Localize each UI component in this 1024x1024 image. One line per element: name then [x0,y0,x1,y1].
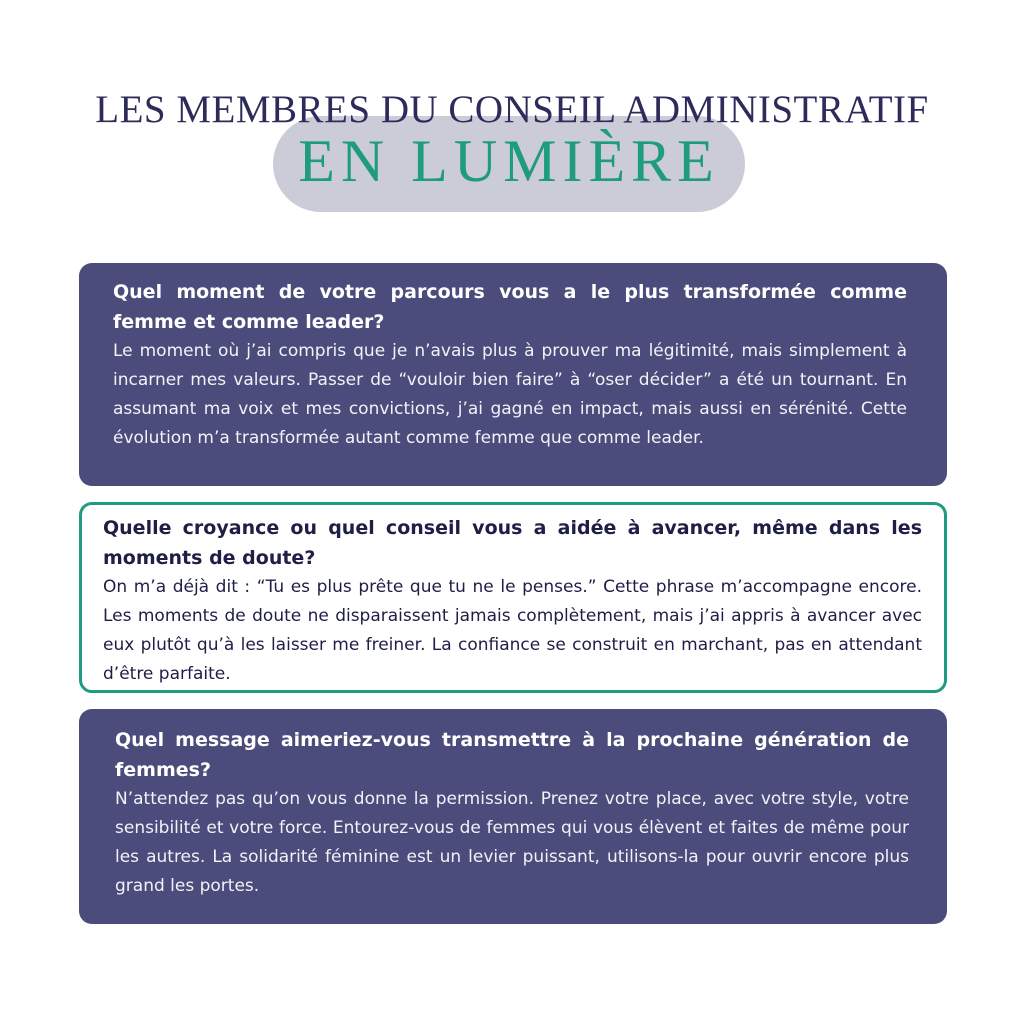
qa-card-3 [79,709,947,924]
qa-answer-3: N’attendez pas qu’on vous donne la permission. Prenez votre place, avec votre style, votre sensibilité et votre force. Entourez-vous de femmes qui vous élèvent et faites de même pour les autres. La solidarité féminine est un levier puissant, utilisons-la pour ouvrir encore plus grand les portes. [115,789,909,896]
page-title: LES MEMBRES DU CONSEIL ADMINISTRATIF [95,88,929,131]
qa-answer-2: On m’a déjà dit : “Tu es plus prête que tu ne le penses.” Cette phrase m’accompagne encore. Les moments de doute ne disparaissent jamais complètement, mais j’ai appris à avancer avec eux plutôt qu’à les laisser me freiner. La confiance se construit en marchant, pas en attendant d’être parfaite. [103,577,922,684]
qa-question-3: Quel message aimeriez-vous transmettre à la prochaine génération de femmes? [115,729,909,781]
qa-question-1: Quel moment de votre parcours vous a le plus transformée comme femme et comme leader? [113,281,907,333]
qa-answer-1: Le moment où j’ai compris que je n’avais plus à prouver ma légitimité, mais simplement à incarner mes valeurs. Passer de “vouloir bien faire” à “oser décider” a été un tournant. En assumant ma voix et mes convictions, j’ai gagné en impact, mais aussi en sérénité. Cette évolution m’a transformée autant comme femme que comme leader. [113,341,907,448]
qa-card-1 [79,263,947,486]
page-subtitle: EN LUMIÈRE [298,128,720,194]
qa-question-2: Quelle croyance ou quel conseil vous a aidée à avancer, même dans les moments de doute? [103,517,922,569]
qa-card-2 [79,502,947,693]
